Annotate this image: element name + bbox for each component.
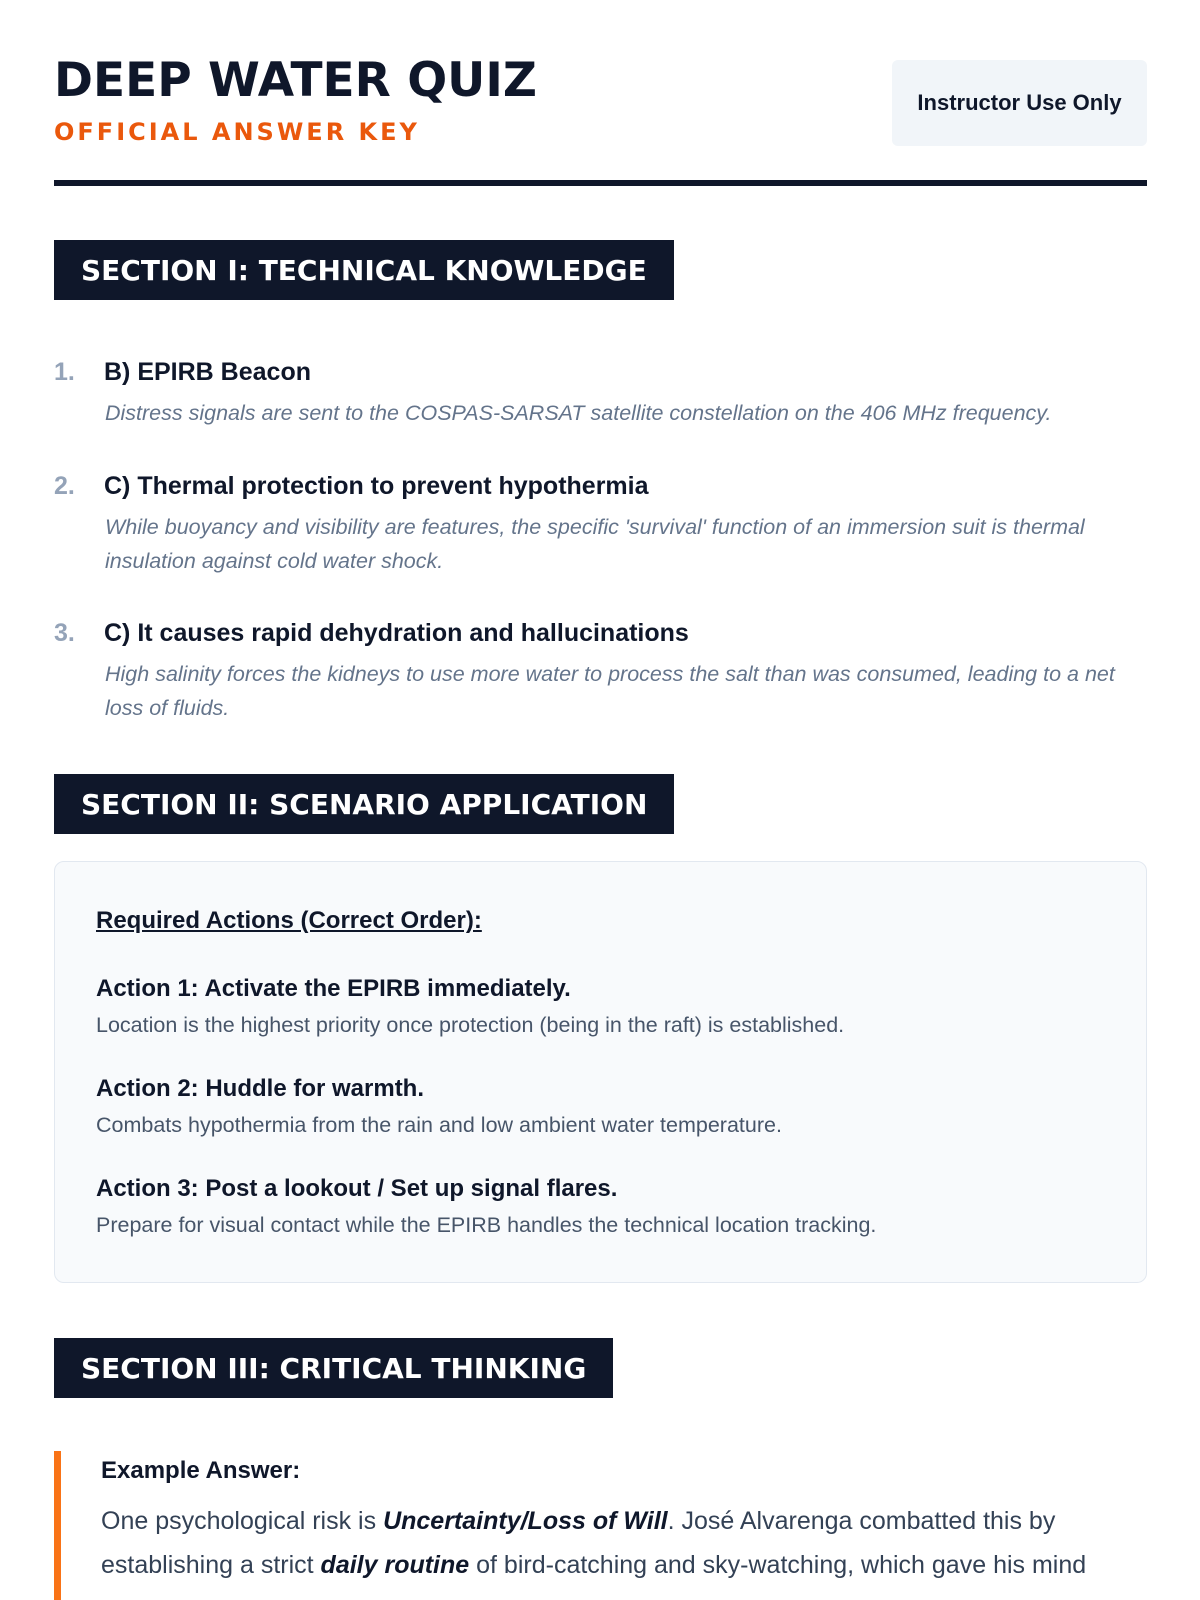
header-divider [54, 180, 1147, 186]
action-item-3 [96, 1174, 1106, 1240]
action-description: Combats hypothermia from the rain and low ambient water temperature. [96, 1113, 782, 1137]
action-title: Action 3: Post a lookout / Set up signal flares. [96, 1175, 618, 1202]
action-title: Action 1: Activate the EPIRB immediately. [96, 975, 571, 1002]
action-item-1 [96, 974, 1106, 1040]
question-explanation: High salinity forces the kidneys to use more water to process the salt than was consumed, leading to a net loss of fluids. [105, 662, 1115, 720]
question-answer: B) EPIRB Beacon [104, 358, 311, 386]
emphasis-routine: daily routine [320, 1551, 470, 1579]
example-text-segment: of bird-catching and sky-watching, which gave his mind [469, 1551, 1087, 1579]
question-number: 3. [54, 619, 75, 647]
action-description: Prepare for visual contact while the EPIRB handles the technical location tracking. [96, 1213, 877, 1237]
question-answer: C) Thermal protection to prevent hypothermia [104, 472, 649, 500]
example-answer [54, 1451, 1147, 1600]
question-number: 2. [54, 472, 75, 500]
question-explanation: Distress signals are sent to the COSPAS-SARSAT satellite constellation on the 406 MHz frequency. [105, 401, 1052, 425]
example-text-segment: One psychological risk is [101, 1507, 384, 1535]
example-answer-heading: Example Answer: [101, 1457, 301, 1484]
question-explanation: While buoyancy and visibility are features, the specific 'survival' function of an immersion suit is thermal insulation against cold water shock. [105, 515, 1085, 573]
instructor-badge: Instructor Use Only [892, 60, 1147, 146]
section-2-heading: SECTION II: SCENARIO APPLICATION [54, 774, 674, 834]
question-number: 1. [54, 358, 75, 386]
example-answer-text [101, 1499, 1147, 1587]
emphasis-risk: Uncertainty/Loss of Will [383, 1507, 668, 1535]
example-text-segment: . José Alvarenga combatted this by establishing a strict [101, 1507, 1056, 1579]
action-description: Location is the highest priority once protection (being in the raft) is established. [96, 1013, 845, 1037]
scenario-answer-box [54, 861, 1147, 1283]
section-1-heading: SECTION I: TECHNICAL KNOWLEDGE [54, 240, 674, 300]
page-title: DEEP WATER QUIZ [54, 53, 537, 108]
question-answer: C) It causes rapid dehydration and hallucinations [104, 619, 689, 647]
action-item-2 [96, 1074, 1106, 1140]
required-actions-heading: Required Actions (Correct Order): [96, 907, 482, 934]
answer-key-page [54, 0, 1147, 1579]
page-subtitle: OFFICIAL ANSWER KEY [54, 118, 420, 146]
document-header [54, 0, 1147, 187]
section-3-heading: SECTION III: CRITICAL THINKING [54, 1338, 613, 1398]
action-title: Action 2: Huddle for warmth. [96, 1075, 425, 1102]
